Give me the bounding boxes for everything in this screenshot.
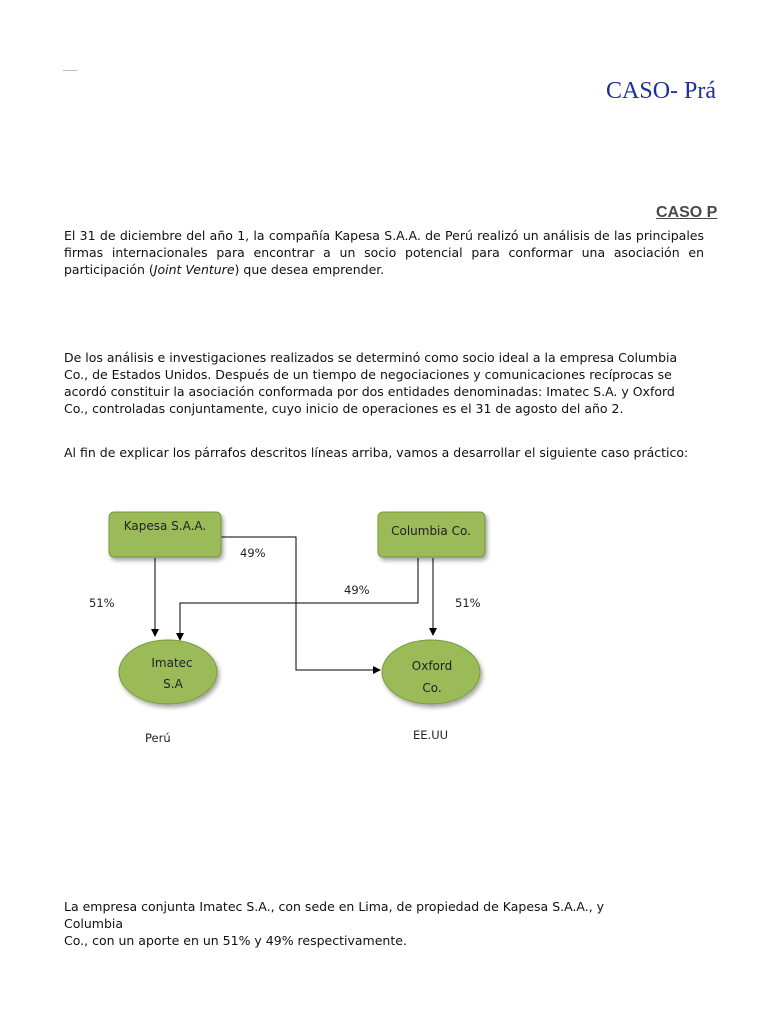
edge-label-kapesa-oxford: 49% bbox=[240, 546, 266, 560]
paragraph-intro bbox=[64, 227, 704, 278]
node-columbia bbox=[378, 512, 485, 557]
header-mark bbox=[63, 70, 77, 71]
country-label-imatec: Perú bbox=[145, 731, 171, 745]
section-subtitle: CASO P bbox=[656, 204, 718, 221]
edge-label-columbia-imatec: 49% bbox=[344, 583, 370, 597]
paragraph-intro-text: El 31 de diciembre del año 1, la compañía Kapesa S.A.A. de Perú realizó un análisis de las principales firmas internacionales para encontrar a un socio potencial para conformar una asociación en participación ( bbox=[64, 228, 704, 277]
node-imatec-label-2: S.A bbox=[163, 677, 183, 691]
edge-label-columbia-oxford: 51% bbox=[455, 596, 481, 610]
node-imatec bbox=[119, 640, 217, 704]
node-oxford-label-1: Oxford bbox=[411, 659, 453, 673]
joint-venture-term: Joint Venture bbox=[153, 262, 235, 277]
node-kapesa-label: Kapesa S.A.A. bbox=[123, 519, 207, 533]
node-oxford-label-2: Co. bbox=[422, 681, 442, 695]
page-title: CASO- Prá bbox=[606, 78, 717, 104]
paragraph-case: Al fin de explicar los párrafos descritos líneas arriba, vamos a desarrollar el siguiente caso práctico: bbox=[64, 445, 689, 460]
edge-label-kapesa-imatec: 51% bbox=[89, 596, 115, 610]
node-columbia-label: Columbia Co. bbox=[391, 524, 471, 538]
node-oxford bbox=[382, 640, 480, 704]
paragraph-ownership-end: Co., con un aporte en un 51% y 49% respectivamente. bbox=[64, 933, 407, 948]
paragraph-intro-end: ) que desea emprender. bbox=[234, 262, 385, 277]
node-kapesa bbox=[109, 512, 221, 557]
paragraph-analysis-end: Co., controladas conjuntamente, cuyo inicio de operaciones es el 31 de agosto del año 2. bbox=[64, 401, 624, 416]
paragraph-analysis bbox=[64, 349, 704, 417]
paragraph-ownership bbox=[64, 898, 624, 949]
paragraph-ownership-text: La empresa conjunta Imatec S.A., con sede en Lima, de propiedad de Kapesa S.A.A., y Columbia bbox=[64, 899, 605, 931]
node-imatec-label-1: Imatec bbox=[151, 656, 193, 670]
country-label-oxford: EE.UU bbox=[413, 728, 449, 742]
edge-columbia-imatec bbox=[180, 558, 418, 640]
ownership-diagram bbox=[0, 490, 768, 760]
paragraph-analysis-text: De los análisis e investigaciones realizados se determinó como socio ideal a la empresa Columbia Co., de Estados Unidos. Después de un tiempo de negociaciones y comunicaciones recíprocas se acordó constituir la asociación conformada por dos entidades denominadas: Imatec S.A. y Oxford bbox=[64, 350, 678, 399]
